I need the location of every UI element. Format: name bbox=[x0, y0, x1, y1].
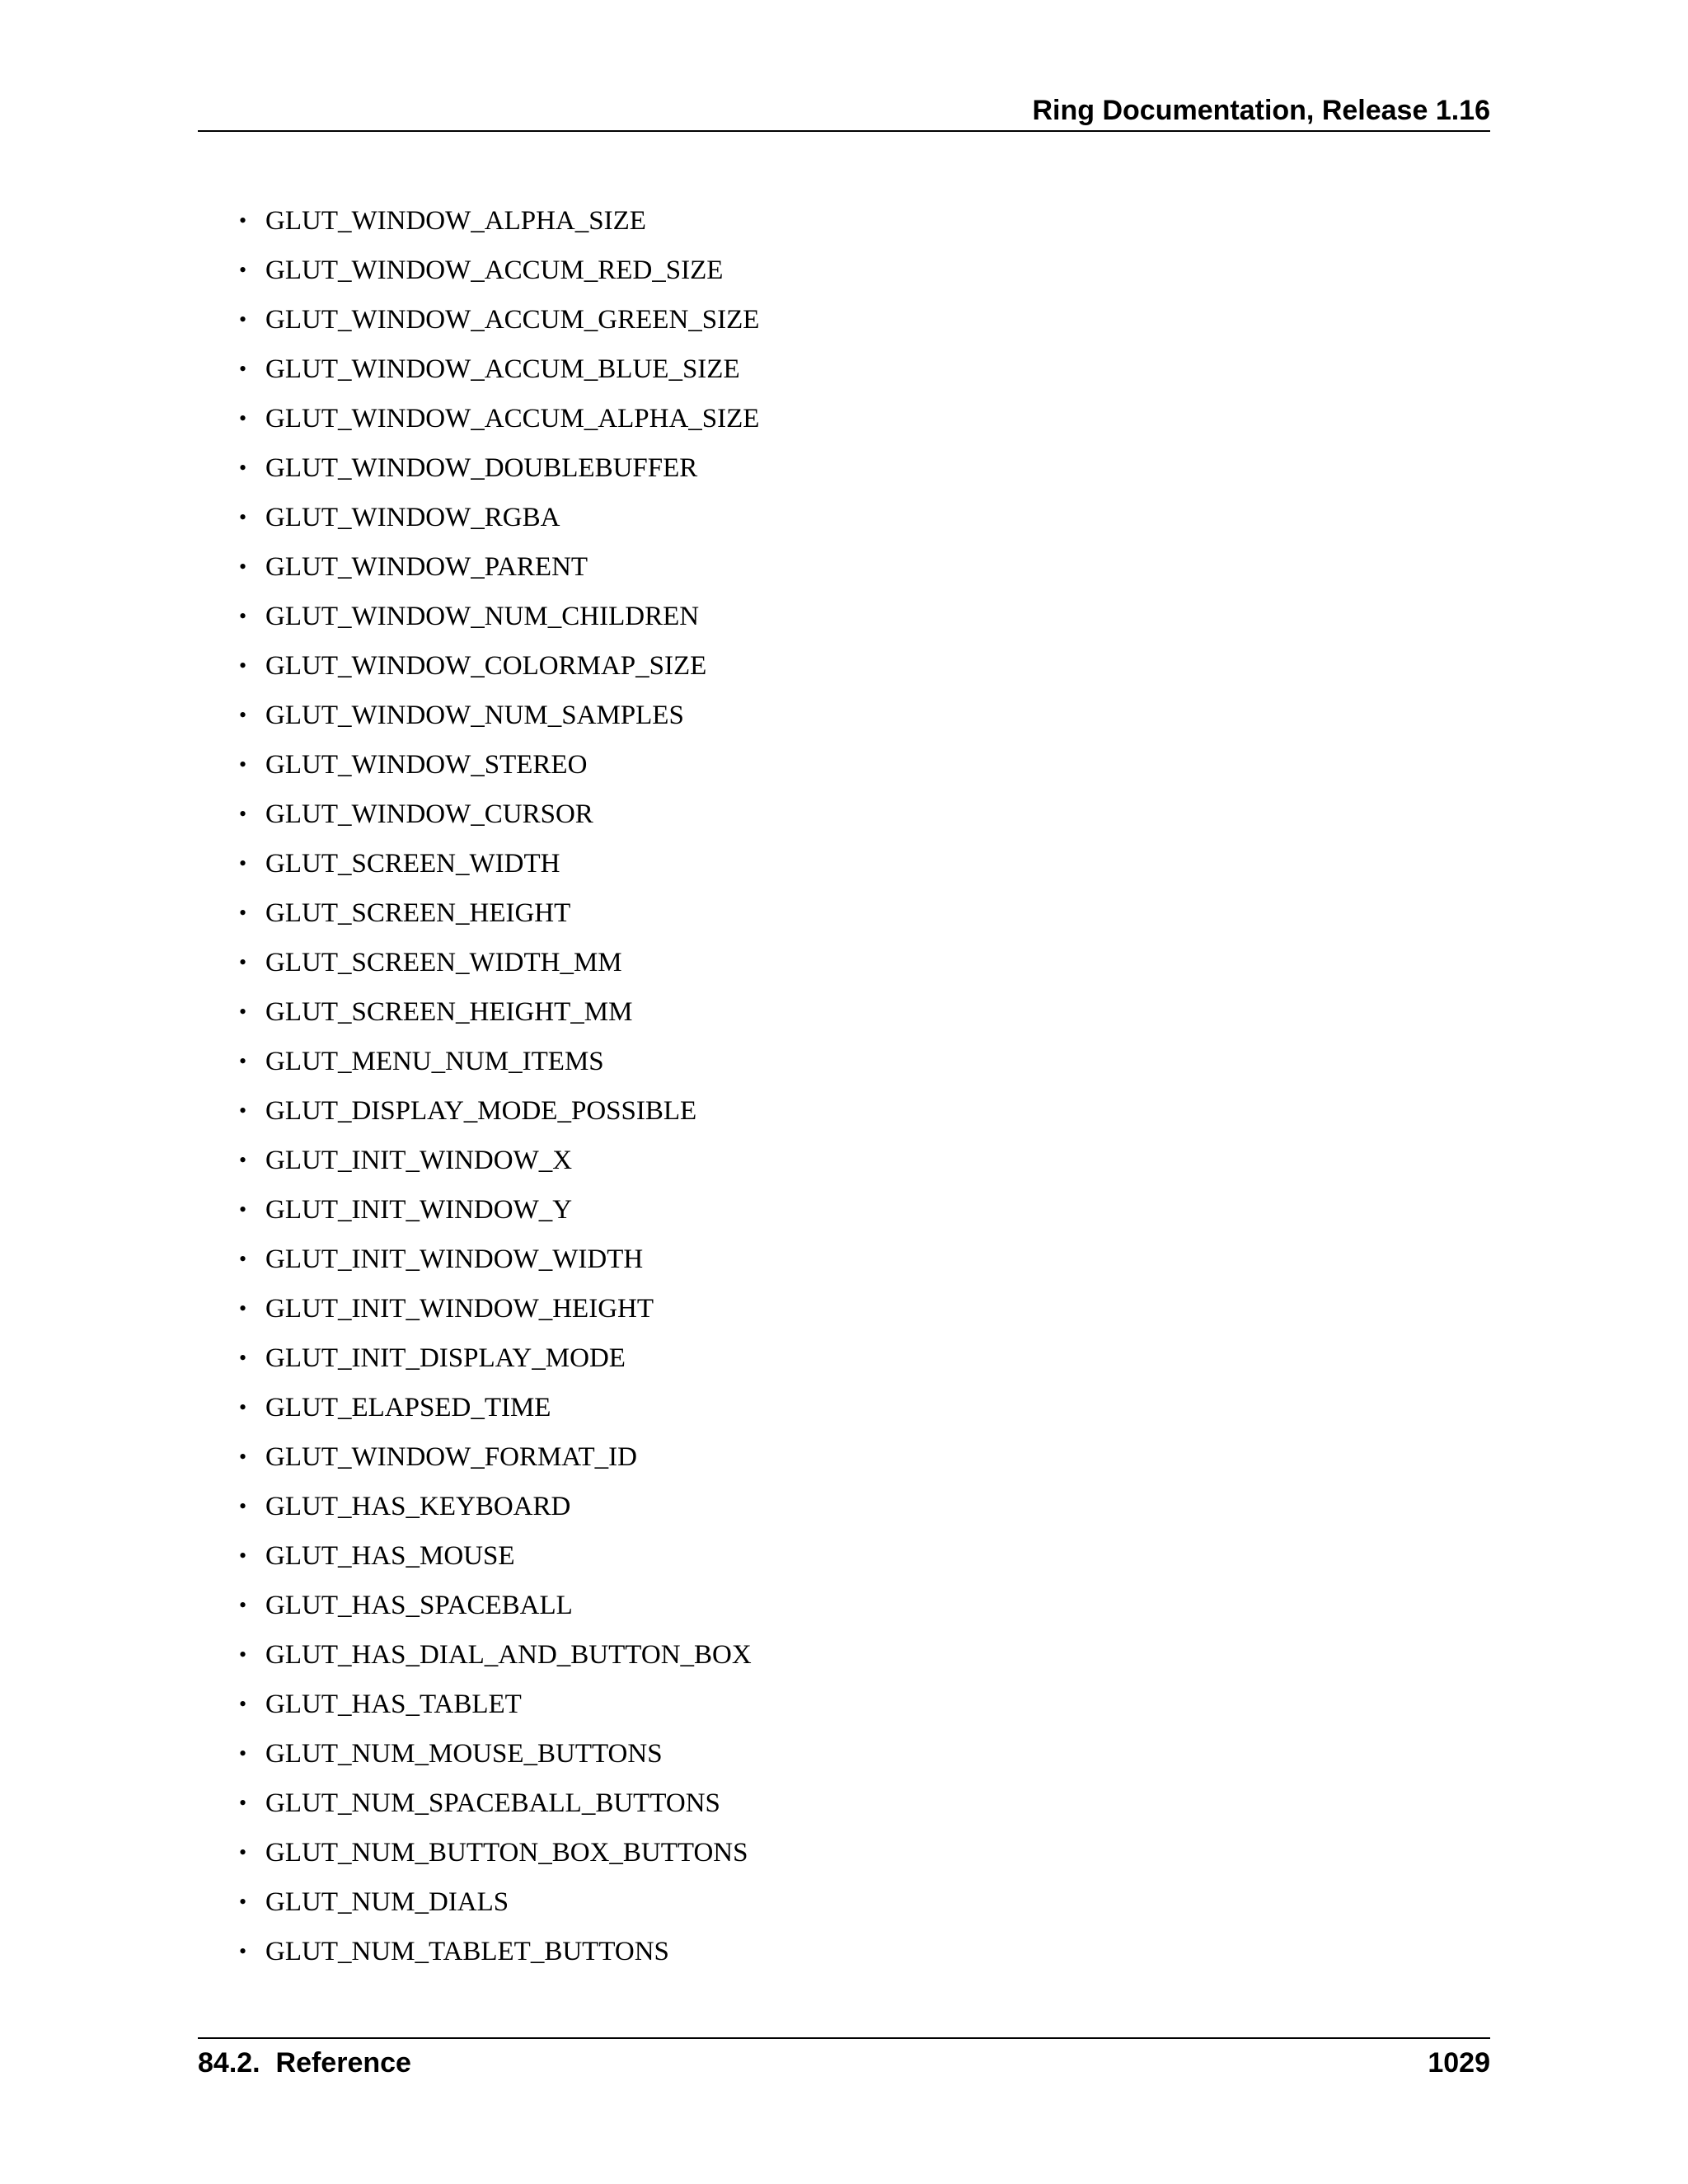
list-item-text: GLUT_NUM_BUTTON_BOX_BUTTONS bbox=[265, 1838, 748, 1868]
list-item bbox=[239, 1927, 759, 1976]
list-item bbox=[239, 542, 759, 592]
list-item bbox=[239, 740, 759, 790]
bullet-icon: • bbox=[239, 950, 247, 974]
list-item bbox=[239, 1284, 759, 1333]
bullet-icon: • bbox=[239, 1840, 247, 1864]
list-item-text: GLUT_ELAPSED_TIME bbox=[265, 1393, 551, 1422]
list-item-text: GLUT_INIT_WINDOW_Y bbox=[265, 1195, 573, 1225]
list-item bbox=[239, 938, 759, 987]
bullet-icon: • bbox=[239, 307, 247, 331]
list-item bbox=[239, 641, 759, 691]
list-item-text: GLUT_NUM_TABLET_BUTTONS bbox=[265, 1937, 669, 1966]
list-item bbox=[239, 1680, 759, 1729]
bullet-icon: • bbox=[239, 604, 247, 628]
list-item bbox=[239, 1877, 759, 1927]
list-item-text: GLUT_WINDOW_ACCUM_BLUE_SIZE bbox=[265, 354, 740, 384]
bullet-icon: • bbox=[239, 802, 247, 826]
bullet-icon: • bbox=[239, 456, 247, 480]
bullet-icon: • bbox=[239, 1494, 247, 1518]
list-item-text: GLUT_WINDOW_NUM_SAMPLES bbox=[265, 701, 684, 730]
list-item-text: GLUT_WINDOW_ALPHA_SIZE bbox=[265, 206, 646, 236]
list-item bbox=[239, 196, 759, 246]
list-item bbox=[239, 1037, 759, 1086]
bullet-icon: • bbox=[239, 1395, 247, 1419]
list-item-text: GLUT_NUM_DIALS bbox=[265, 1887, 509, 1917]
list-item bbox=[239, 987, 759, 1037]
list-item-text: GLUT_HAS_MOUSE bbox=[265, 1541, 515, 1571]
list-item-text: GLUT_WINDOW_ACCUM_ALPHA_SIZE bbox=[265, 404, 760, 434]
bullet-icon: • bbox=[239, 1791, 247, 1815]
list-item bbox=[239, 1086, 759, 1136]
list-item bbox=[239, 888, 759, 938]
list-item-text: GLUT_WINDOW_ACCUM_RED_SIZE bbox=[265, 255, 724, 285]
page-footer bbox=[198, 2042, 1490, 2083]
list-item bbox=[239, 1333, 759, 1383]
list-item bbox=[239, 493, 759, 542]
bullet-icon: • bbox=[239, 505, 247, 529]
list-item bbox=[239, 1383, 759, 1432]
list-item-text: GLUT_INIT_WINDOW_HEIGHT bbox=[265, 1294, 654, 1324]
list-item bbox=[239, 1630, 759, 1680]
list-item bbox=[239, 295, 759, 344]
constant-list bbox=[239, 196, 759, 1976]
bullet-icon: • bbox=[239, 1643, 247, 1666]
list-item bbox=[239, 790, 759, 839]
list-item-text: GLUT_DISPLAY_MODE_POSSIBLE bbox=[265, 1096, 697, 1126]
list-item bbox=[239, 1581, 759, 1630]
list-item-text: GLUT_WINDOW_PARENT bbox=[265, 552, 588, 582]
list-item-text: GLUT_SCREEN_WIDTH_MM bbox=[265, 948, 622, 977]
list-item-text: GLUT_INIT_WINDOW_WIDTH bbox=[265, 1244, 644, 1274]
bullet-icon: • bbox=[239, 1346, 247, 1370]
list-item bbox=[239, 1482, 759, 1531]
bullet-icon: • bbox=[239, 1692, 247, 1716]
list-item bbox=[239, 1729, 759, 1779]
list-item-text: GLUT_INIT_WINDOW_X bbox=[265, 1146, 573, 1175]
list-item-text: GLUT_WINDOW_COLORMAP_SIZE bbox=[265, 651, 707, 681]
list-item-text: GLUT_SCREEN_WIDTH bbox=[265, 849, 560, 879]
list-item bbox=[239, 1432, 759, 1482]
bullet-icon: • bbox=[239, 1544, 247, 1568]
list-item bbox=[239, 1136, 759, 1185]
bullet-icon: • bbox=[239, 258, 247, 282]
list-item-text: GLUT_SCREEN_HEIGHT bbox=[265, 898, 571, 928]
bullet-icon: • bbox=[239, 209, 247, 232]
list-item bbox=[239, 691, 759, 740]
list-item-text: GLUT_WINDOW_DOUBLEBUFFER bbox=[265, 453, 698, 483]
list-item-text: GLUT_WINDOW_STEREO bbox=[265, 750, 588, 780]
list-item-text: GLUT_NUM_SPACEBALL_BUTTONS bbox=[265, 1788, 720, 1818]
list-item bbox=[239, 1779, 759, 1828]
list-item bbox=[239, 344, 759, 394]
bullet-icon: • bbox=[239, 1593, 247, 1617]
list-item-text: GLUT_HAS_SPACEBALL bbox=[265, 1591, 573, 1620]
list-item-text: GLUT_WINDOW_FORMAT_ID bbox=[265, 1442, 637, 1472]
bullet-icon: • bbox=[239, 1741, 247, 1765]
list-item-text: GLUT_WINDOW_CURSOR bbox=[265, 799, 593, 829]
bullet-icon: • bbox=[239, 752, 247, 776]
list-item-text: GLUT_SCREEN_HEIGHT_MM bbox=[265, 997, 633, 1027]
bullet-icon: • bbox=[239, 1939, 247, 1963]
list-item bbox=[239, 1235, 759, 1284]
list-item-text: GLUT_WINDOW_NUM_CHILDREN bbox=[265, 602, 700, 631]
bullet-icon: • bbox=[239, 1148, 247, 1172]
bullet-icon: • bbox=[239, 703, 247, 727]
bullet-icon: • bbox=[239, 1296, 247, 1320]
list-item-text: GLUT_INIT_DISPLAY_MODE bbox=[265, 1343, 626, 1373]
bullet-icon: • bbox=[239, 851, 247, 875]
bullet-icon: • bbox=[239, 1000, 247, 1024]
list-item bbox=[239, 839, 759, 888]
list-item-text: GLUT_MENU_NUM_ITEMS bbox=[265, 1047, 604, 1076]
footer-section: 84.2. Reference bbox=[198, 2047, 411, 2079]
footer-rule bbox=[198, 2037, 1490, 2039]
list-item bbox=[239, 1828, 759, 1877]
bullet-icon: • bbox=[239, 357, 247, 381]
list-item-text: GLUT_HAS_DIAL_AND_BUTTON_BOX bbox=[265, 1640, 752, 1670]
page-header: Ring Documentation, Release 1.16 bbox=[1032, 95, 1490, 126]
bullet-icon: • bbox=[239, 1099, 247, 1122]
list-item bbox=[239, 394, 759, 443]
list-item-text: GLUT_WINDOW_RGBA bbox=[265, 503, 560, 532]
list-item bbox=[239, 246, 759, 295]
list-item-text: GLUT_HAS_TABLET bbox=[265, 1690, 522, 1719]
list-item-text: GLUT_WINDOW_ACCUM_GREEN_SIZE bbox=[265, 305, 760, 335]
list-item bbox=[239, 1185, 759, 1235]
bullet-icon: • bbox=[239, 1197, 247, 1221]
list-item-text: GLUT_HAS_KEYBOARD bbox=[265, 1492, 571, 1521]
bullet-icon: • bbox=[239, 654, 247, 677]
bullet-icon: • bbox=[239, 1445, 247, 1469]
bullet-icon: • bbox=[239, 1890, 247, 1914]
bullet-icon: • bbox=[239, 1049, 247, 1073]
list-item bbox=[239, 1531, 759, 1581]
bullet-icon: • bbox=[239, 901, 247, 925]
list-item bbox=[239, 443, 759, 493]
list-item bbox=[239, 592, 759, 641]
bullet-icon: • bbox=[239, 1247, 247, 1271]
bullet-icon: • bbox=[239, 406, 247, 430]
bullet-icon: • bbox=[239, 555, 247, 579]
page-number: 1029 bbox=[1428, 2047, 1490, 2079]
list-item-text: GLUT_NUM_MOUSE_BUTTONS bbox=[265, 1739, 663, 1769]
header-rule bbox=[198, 130, 1490, 132]
